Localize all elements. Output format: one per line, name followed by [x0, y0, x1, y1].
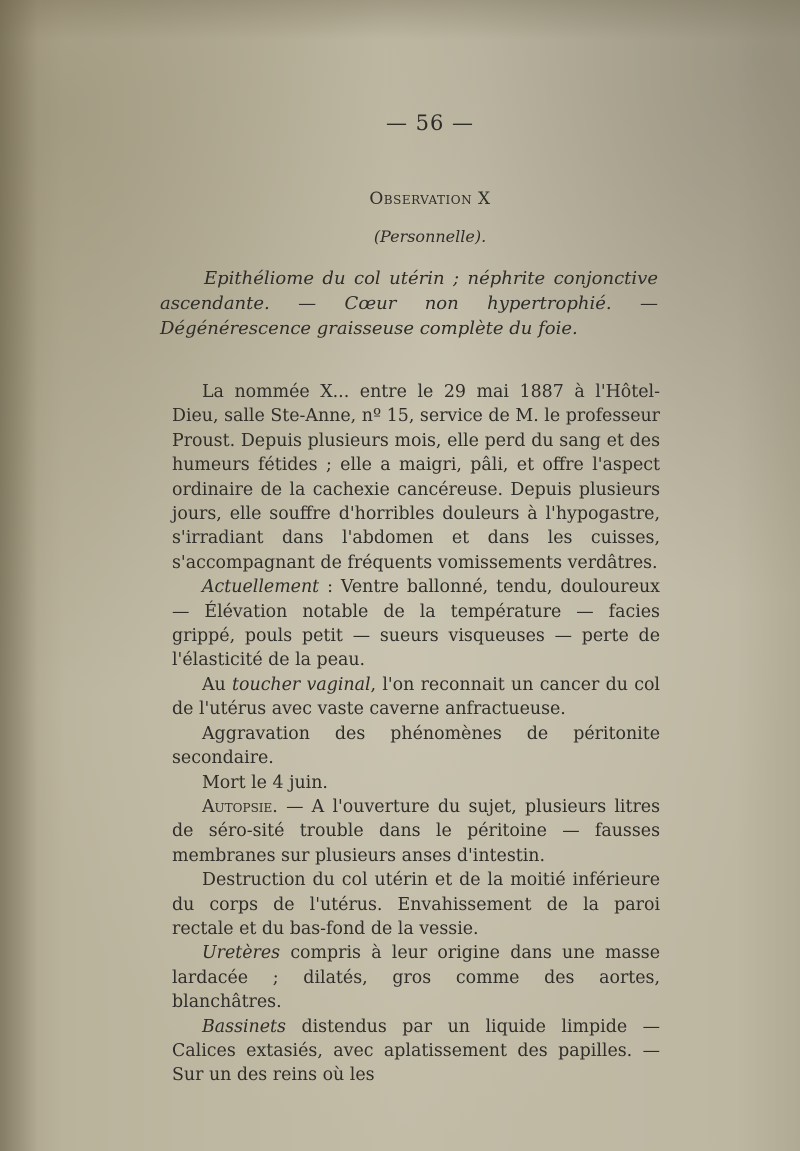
paragraph-destruction: Destruction du col utérin et de la moitié inférieure du corps de l'utérus. Envahissement de la paroi rectale et du bas-fond de la vessie.	[172, 870, 660, 939]
lead-autopsie: Autopsie.	[202, 796, 278, 817]
paragraph-ureters-text: compris à leur origine dans une masse lardacée ; dilatés, gros comme des aortes, blanchâtres.	[172, 943, 660, 1013]
page-shadow-top	[0, 0, 800, 40]
lead-toucher-vaginal: toucher vaginal	[232, 674, 371, 695]
paragraph-current-state	[172, 575, 660, 673]
paragraph-bassinets-text: distendus par un liquide limpide — Calices extasiés, avec aplatissement des papilles. — Sur un des reins où les	[172, 1016, 660, 1086]
page-shadow-left	[0, 0, 38, 1151]
paragraph-current-state-text: : Ventre ballonné, tendu, douloureux — Élévation notable de la température — facies grippé, pouls petit — sueurs visqueuses — perte de l'élasticité de la peau.	[172, 577, 660, 671]
case-body	[172, 380, 660, 1088]
paragraph-bassinets	[172, 1015, 660, 1088]
lead-bassinets: Bassinets	[202, 1016, 286, 1037]
paragraph-vaginal-exam-text: , l'on reconnait un cancer du col de l'utérus avec vaste caverne anfractueuse.	[172, 674, 660, 720]
paragraph-death: Mort le 4 juin.	[202, 772, 328, 793]
paragraph-ureters	[172, 941, 660, 1014]
lead-ureteres: Uretères	[202, 943, 281, 964]
paragraph-admission: La nommée X... entre le 29 mai 1887 à l'Hôtel-Dieu, salle Ste-Anne, nº 15, service de M. le professeur Proust. Depuis plusieurs mois, elle perd du sang et des humeurs fétides ; elle a maigri, pâli, et offre l'aspect ordinaire de la cachexie cancéreuse. Depuis plusieurs jours, elle souffre d'horribles douleurs à l'hypogastre, s'irradiant dans l'abdomen et dans les cuisses, s'accompagnant de fréquents vomissements verdâtres.	[172, 382, 660, 573]
paragraph-vaginal-exam-prefix: Au	[202, 674, 233, 695]
case-summary: Epithéliome du col utérin ; néphrite conjonctive ascendante. — Cœur non hypertrophié. — Dégénérescence graisseuse complète du foie.	[160, 268, 658, 339]
paragraph-aggravation: Aggravation des phénomènes de péritonite secondaire.	[172, 723, 660, 769]
page-number: — 56 —	[385, 111, 475, 135]
paragraph-autopsy-text: — A l'ouverture du sujet, plusieurs litres de séro-sité trouble dans le péritoine — fausses membranes sur plusieurs anses d'intestin.	[172, 796, 660, 866]
paragraph-vaginal-exam	[172, 673, 660, 722]
observation-subtitle: (Personnelle).	[373, 227, 487, 246]
paragraph-autopsy	[172, 795, 660, 868]
lead-actuellement: Actuellement	[202, 577, 320, 598]
observation-title: Observation X	[369, 189, 491, 209]
